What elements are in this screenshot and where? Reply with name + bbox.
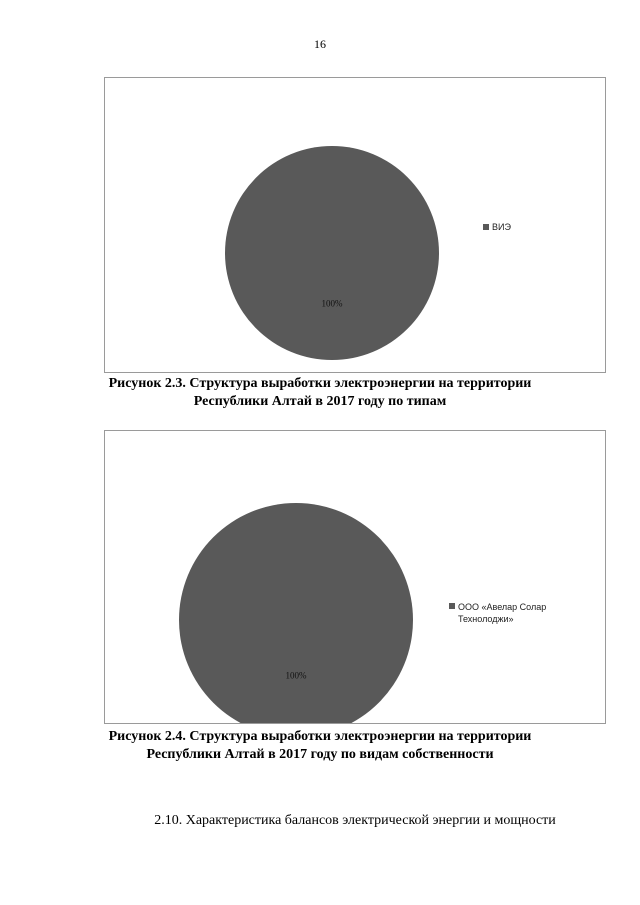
chart-2-pie <box>105 431 605 723</box>
figure-1-caption-line2: Республики Алтай в 2017 году по типам <box>193 394 447 409</box>
chart-2-legend <box>449 601 589 625</box>
figure-1-caption <box>0 375 640 411</box>
chart-1-legend-swatch <box>483 224 489 230</box>
chart-1-slice-1 <box>225 146 439 360</box>
figure-2-caption <box>0 728 640 764</box>
chart-1-legend-label: ВИЭ <box>492 222 511 232</box>
figure-1-caption-line1: Рисунок 2.3. Структура выработки электроэнергии на территории <box>108 376 532 391</box>
chart-2-data-label-1: 100% <box>285 670 307 681</box>
chart-2-legend-swatch <box>449 603 455 609</box>
figure-2-caption-line2: Республики Алтай в 2017 году по видам собственности <box>146 747 494 762</box>
chart-1-legend <box>483 222 511 232</box>
section-heading: 2.10. Характеристика балансов электрической энергии и мощности <box>154 813 556 828</box>
page-number: 16 <box>314 37 326 51</box>
chart-2-frame <box>104 430 606 724</box>
chart-1-pie <box>105 78 605 372</box>
chart-2-legend-label: ООО «Авелар Солар Технолоджи» <box>458 602 547 624</box>
chart-1-frame <box>104 77 606 373</box>
chart-2-slice-1 <box>179 503 413 723</box>
chart-1-data-label-1: 100% <box>321 298 343 309</box>
figure-2-caption-line1: Рисунок 2.4. Структура выработки электроэнергии на территории <box>108 729 532 744</box>
